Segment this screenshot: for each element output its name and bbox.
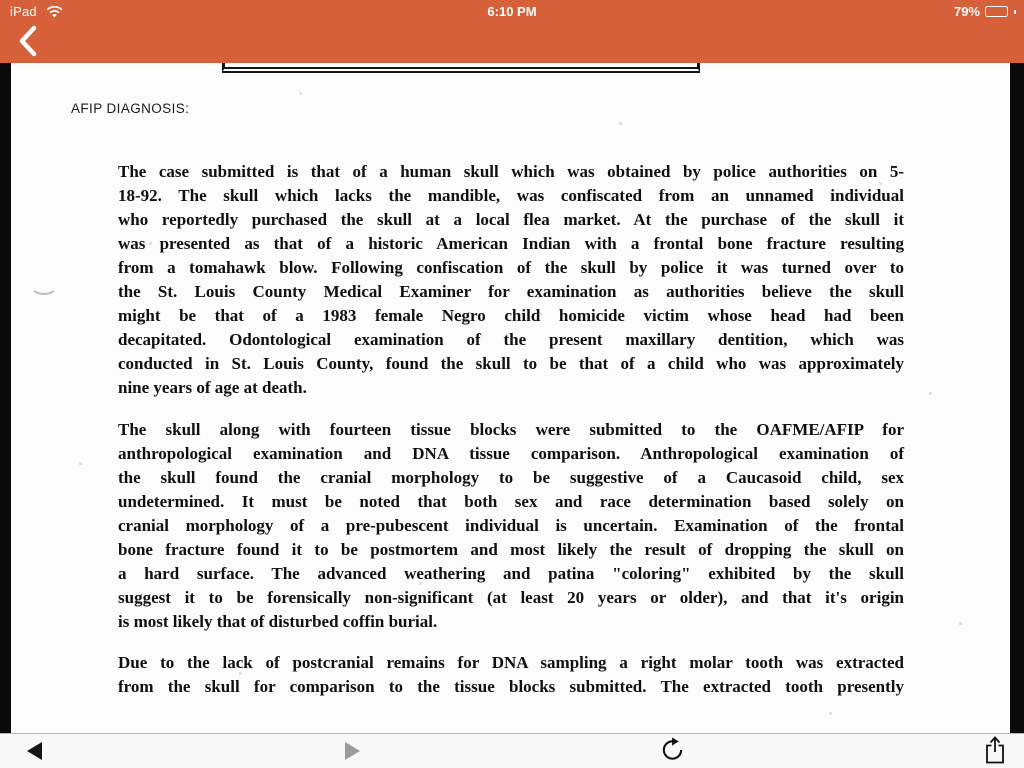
app-header <box>0 0 1024 63</box>
battery-icon <box>985 6 1008 17</box>
browser-toolbar <box>0 733 1024 768</box>
text-line: anthropological examination and DNA tissue comparison. Anthropological examination of <box>118 444 904 463</box>
clock: 6:10 PM <box>487 4 537 19</box>
text-line: who reportedly purchased the skull at a local flea market. At the purchase of the skull it <box>118 210 904 229</box>
text-line: suggest it to be forensically non-significant (at least 20 years or older), and that it's origin <box>118 588 904 607</box>
battery-percent-label: 79% <box>953 4 980 19</box>
scan-artifact-arc <box>30 275 58 295</box>
chevron-left-icon <box>17 24 39 61</box>
refresh-button[interactable] <box>652 734 692 768</box>
text-line: the skull found the cranial morphology to be suggestive of a Caucasoid child, sex <box>118 468 904 487</box>
text-line: nine years of age at death. <box>118 378 307 397</box>
battery-status <box>954 4 1016 19</box>
document-page[interactable] <box>0 63 1024 733</box>
history-back-button[interactable] <box>14 734 54 768</box>
text-line: undetermined. It must be noted that both sex and race determination based solely on <box>118 492 904 511</box>
refresh-icon <box>660 737 685 765</box>
text-line: a hard surface. The advanced weathering and patina "coloring" exhibited by the skull <box>118 564 904 583</box>
paragraph <box>118 418 904 634</box>
back-triangle-icon <box>27 742 42 760</box>
status-bar <box>0 0 1024 22</box>
scan-edge-left <box>0 63 11 733</box>
document-heading: AFIP DIAGNOSIS: <box>71 101 190 116</box>
text-line: is most likely that of disturbed coffin burial. <box>118 612 438 631</box>
text-line: conducted in St. Louis County, found the skull to be that of a child who was approximately <box>118 354 904 373</box>
paragraph <box>118 160 904 400</box>
history-forward-button[interactable] <box>332 734 372 768</box>
text-line: The case submitted is that of a human skull which was obtained by police authorities on 5- <box>118 162 904 181</box>
text-line: from a tomahawk blow. Following confiscation of the skull by police it was turned over to <box>118 258 904 277</box>
forward-triangle-icon <box>345 742 360 760</box>
text-line: 18-92. The skull which lacks the mandible, was confiscated from an unnamed individual <box>118 186 904 205</box>
text-line: decapitated. Odontological examination of the present maxillary dentition, which was <box>118 330 904 349</box>
text-line: from the skull for comparison to the tissue blocks submitted. The extracted tooth presently <box>118 677 904 696</box>
text-line: cranial morphology of a pre-pubescent individual is uncertain. Examination of the frontal <box>118 516 904 535</box>
text-line: The skull along with fourteen tissue blocks were submitted to the OAFME/AFIP for <box>118 420 904 439</box>
text-line: Due to the lack of postcranial remains for DNA sampling a right molar tooth was extracted <box>118 653 904 672</box>
share-button[interactable] <box>975 734 1015 768</box>
nav-back-button[interactable] <box>8 22 48 62</box>
text-line: bone fracture found it to be postmortem and most likely the result of dropping the skull on <box>118 540 904 559</box>
text-line: was presented as that of a historic American Indian with a frontal bone fracture resulting <box>118 234 904 253</box>
text-line: might be that of a 1983 female Negro child homicide victim whose head had been <box>118 306 904 325</box>
scan-edge-right <box>1010 63 1024 733</box>
paragraph <box>118 651 904 699</box>
text-line: the St. Louis County Medical Examiner for examination as authorities believe the skull <box>118 282 904 301</box>
battery-tip <box>1014 10 1016 14</box>
share-icon <box>984 736 1006 767</box>
carrier-label: iPad <box>10 4 37 19</box>
